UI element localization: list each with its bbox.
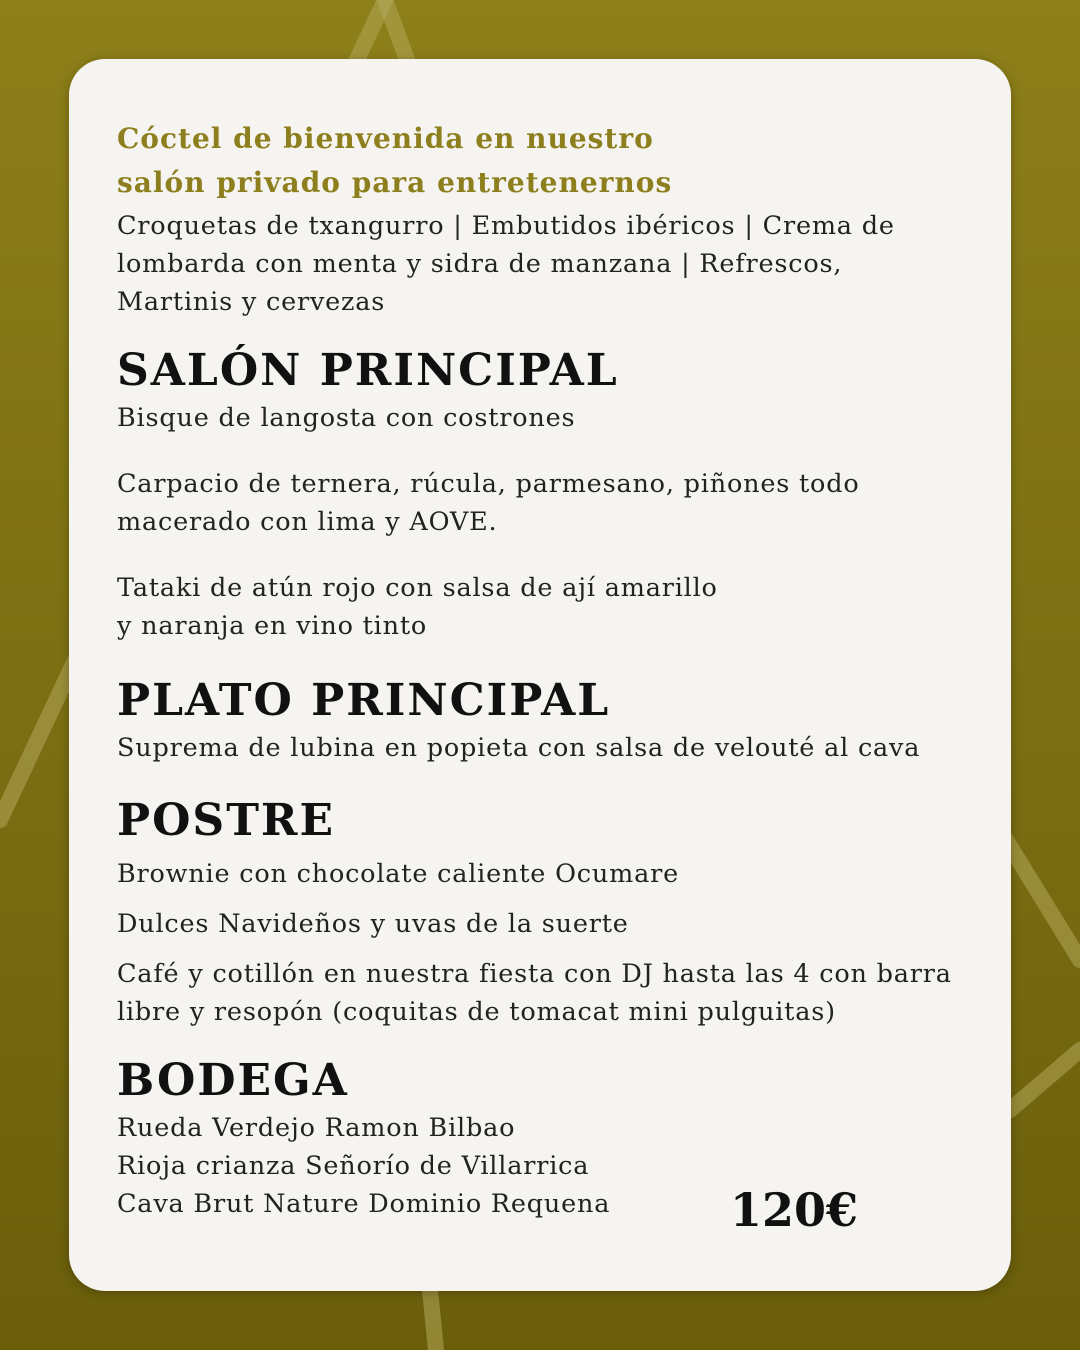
postre-item-dulces: Dulces Navideños y uvas de la suerte xyxy=(117,909,629,939)
salon-principal-title: SALÓN PRINCIPAL xyxy=(117,345,619,396)
menu-price: 120€ xyxy=(730,1183,859,1237)
postre-item-cafe-line2: libre y resopón (coquitas de tomacat mini pulguitas) xyxy=(117,997,836,1027)
plato-principal-section xyxy=(117,673,977,767)
bodega-wine-rioja: Rioja crianza Señorío de Villarrica xyxy=(117,1151,590,1181)
salon-item-bisque: Bisque de langosta con costrones xyxy=(117,403,576,433)
salon-item-tataki xyxy=(117,569,977,645)
salon-item-carpacio-line1: Carpacio de ternera, rúcula, parmesano, piñones todo xyxy=(117,469,860,499)
postre-item-cafe-line1: Café y cotillón en nuestra fiesta con DJ hasta las 4 con barra xyxy=(117,959,952,989)
postre-item-cafe xyxy=(117,955,977,1031)
postre-section xyxy=(117,793,977,1031)
menu-content xyxy=(117,117,977,1223)
postre-title: POSTRE xyxy=(117,795,336,846)
salon-item-carpacio xyxy=(117,465,977,541)
intro-items xyxy=(117,207,977,321)
intro-items-line1: Croquetas de txangurro | Embutidos ibéricos | Crema de xyxy=(117,211,895,241)
bodega-title: BODEGA xyxy=(117,1055,349,1106)
intro-title-line2: salón privado para entretenernos xyxy=(117,166,673,199)
menu-card xyxy=(69,59,1011,1291)
intro-title-line1: Cóctel de bienvenida en nuestro xyxy=(117,122,654,155)
plato-item-lubina: Suprema de lubina en popieta con salsa de velouté al cava xyxy=(117,733,921,763)
intro-items-line2: lombarda con menta y sidra de manzana | Refrescos, xyxy=(117,249,843,279)
salon-principal-section xyxy=(117,343,977,645)
salon-item-tataki-line1: Tataki de atún rojo con salsa de ají amarillo xyxy=(117,573,718,603)
salon-item-tataki-line2: y naranja en vino tinto xyxy=(117,611,428,641)
intro-section xyxy=(117,117,977,321)
intro-items-line3: Martinis y cervezas xyxy=(117,287,386,317)
salon-item-carpacio-line2: macerado con lima y AOVE. xyxy=(117,507,498,537)
plato-principal-title: PLATO PRINCIPAL xyxy=(117,675,611,726)
bodega-wine-rueda: Rueda Verdejo Ramon Bilbao xyxy=(117,1113,516,1143)
bodega-wine-cava: Cava Brut Nature Dominio Requena xyxy=(117,1189,611,1219)
postre-item-brownie: Brownie con chocolate caliente Ocumare xyxy=(117,859,679,889)
